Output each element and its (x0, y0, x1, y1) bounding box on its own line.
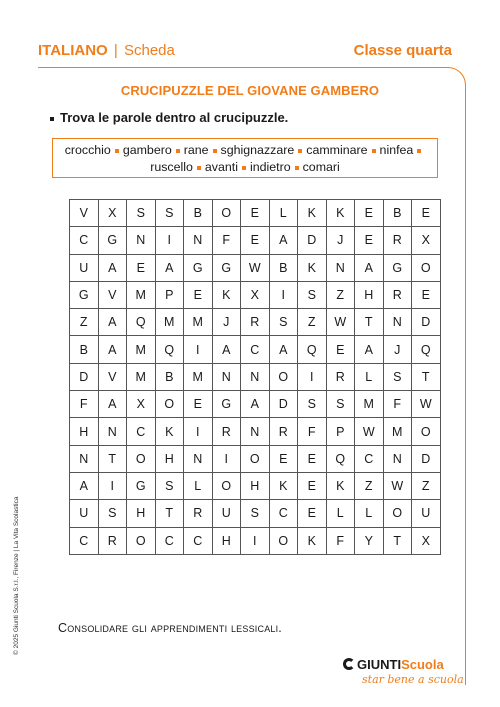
grid-cell[interactable]: O (155, 391, 184, 418)
grid-cell[interactable]: W (241, 254, 270, 281)
bullet-icon (50, 117, 54, 121)
grid-cell[interactable]: H (70, 418, 99, 445)
grid-cell[interactable]: H (241, 472, 270, 499)
separator-dot-icon (213, 149, 217, 153)
grid-cell[interactable]: D (298, 227, 327, 254)
separator-dot-icon (417, 149, 421, 153)
grid-cell[interactable]: N (383, 445, 412, 472)
grid-cell[interactable]: G (383, 254, 412, 281)
grid-row (70, 527, 441, 554)
grid-cell[interactable]: B (184, 200, 213, 227)
grid-cell[interactable]: F (70, 391, 99, 418)
grid-cell[interactable]: M (155, 309, 184, 336)
grid-cell[interactable]: N (70, 445, 99, 472)
grid-cell[interactable]: O (241, 445, 270, 472)
grid-cell[interactable]: E (412, 200, 441, 227)
grid-cell[interactable]: B (70, 336, 99, 363)
word-item: ruscello (150, 160, 193, 174)
grid-cell[interactable]: M (355, 391, 384, 418)
grid-cell[interactable]: R (269, 418, 298, 445)
grid-cell[interactable]: Z (355, 472, 384, 499)
grid-cell[interactable]: T (383, 527, 412, 554)
grid-cell[interactable]: S (241, 500, 270, 527)
grid-cell[interactable]: A (98, 309, 127, 336)
grid-row (70, 281, 441, 308)
grid-cell[interactable]: X (412, 527, 441, 554)
grid-cell[interactable]: E (127, 254, 156, 281)
grid-cell[interactable]: S (298, 281, 327, 308)
grid-row (70, 363, 441, 390)
grid-cell[interactable]: M (127, 336, 156, 363)
brand-main: GIUNTI (357, 657, 402, 672)
word-item: camminare (306, 143, 368, 157)
separator-dot-icon (295, 166, 299, 170)
giunti-logo-icon (343, 658, 355, 670)
grid-cell[interactable]: T (155, 500, 184, 527)
grid-cell[interactable]: I (269, 281, 298, 308)
grid-cell[interactable]: B (269, 254, 298, 281)
grid-cell[interactable]: E (241, 227, 270, 254)
grid-cell[interactable]: E (184, 391, 213, 418)
grid-cell[interactable]: E (355, 200, 384, 227)
grid-cell[interactable]: P (155, 281, 184, 308)
grid-cell[interactable]: R (241, 309, 270, 336)
word-item: indietro (249, 160, 291, 174)
grid-cell[interactable]: Q (412, 336, 441, 363)
grid-cell[interactable]: N (212, 363, 241, 390)
grid-cell[interactable]: Z (412, 472, 441, 499)
grid-cell[interactable]: R (98, 527, 127, 554)
grid-row (70, 391, 441, 418)
tagline: star bene a scuola (362, 673, 464, 686)
grid-cell[interactable]: I (98, 472, 127, 499)
grid-cell[interactable]: E (355, 227, 384, 254)
grid-cell[interactable]: O (212, 472, 241, 499)
grid-cell[interactable]: G (70, 281, 99, 308)
grid-cell[interactable]: A (269, 336, 298, 363)
grid-cell[interactable]: S (269, 309, 298, 336)
grid-cell[interactable]: M (127, 281, 156, 308)
grid-cell[interactable]: N (241, 418, 270, 445)
grid-cell[interactable]: B (383, 200, 412, 227)
grid-cell[interactable]: M (127, 363, 156, 390)
grid-cell[interactable]: M (184, 363, 213, 390)
grid-cell[interactable]: I (298, 363, 327, 390)
grid-cell[interactable]: J (383, 336, 412, 363)
grid-cell[interactable]: U (70, 254, 99, 281)
separator-dot-icon (242, 166, 246, 170)
grid-cell[interactable]: S (127, 200, 156, 227)
grid-cell[interactable]: K (212, 281, 241, 308)
grid-cell[interactable]: F (212, 227, 241, 254)
grid-cell[interactable]: W (326, 309, 355, 336)
grid-row (70, 227, 441, 254)
grid-cell[interactable]: V (70, 200, 99, 227)
separator-dot-icon (298, 149, 302, 153)
grid-cell[interactable]: N (383, 309, 412, 336)
grid-cell[interactable]: J (326, 227, 355, 254)
grid-cell[interactable]: P (326, 418, 355, 445)
grid-cell[interactable]: A (241, 391, 270, 418)
grid-cell[interactable]: N (184, 227, 213, 254)
grid-cell[interactable]: C (269, 500, 298, 527)
page-title: CRUCIPUZZLE DEL GIOVANE GAMBERO (120, 83, 380, 98)
grid-cell[interactable]: N (326, 254, 355, 281)
grid-cell[interactable]: A (98, 254, 127, 281)
grid-cell[interactable]: W (355, 418, 384, 445)
grid-cell[interactable]: F (326, 527, 355, 554)
grid-cell[interactable]: O (127, 527, 156, 554)
grid-cell[interactable]: D (70, 363, 99, 390)
grid-cell[interactable]: S (155, 200, 184, 227)
separator-dot-icon (372, 149, 376, 153)
grid-row (70, 445, 441, 472)
publisher-logo (343, 657, 464, 686)
grid-cell[interactable]: S (326, 391, 355, 418)
grid-cell[interactable]: Z (298, 309, 327, 336)
grid-cell[interactable]: V (98, 363, 127, 390)
grid-cell[interactable]: O (412, 418, 441, 445)
grid-cell[interactable]: C (70, 227, 99, 254)
grid-cell[interactable]: K (269, 472, 298, 499)
word-item: gambero (122, 143, 172, 157)
grid-cell[interactable]: R (326, 363, 355, 390)
grid-cell[interactable]: H (127, 500, 156, 527)
grid-cell[interactable]: K (298, 527, 327, 554)
grid-cell[interactable]: R (184, 500, 213, 527)
grid-cell[interactable]: L (269, 200, 298, 227)
grid-cell[interactable]: A (212, 336, 241, 363)
grid-cell[interactable]: L (326, 500, 355, 527)
word-item: rane (183, 143, 209, 157)
grid-row (70, 336, 441, 363)
grid-cell[interactable]: Q (155, 336, 184, 363)
copyright: © 2025 Giunti Scuola S.r.l., Firenze | La Vita Scolastica (13, 496, 20, 655)
grid-cell[interactable]: C (155, 527, 184, 554)
grid-cell[interactable]: O (127, 445, 156, 472)
grid-cell[interactable]: S (298, 391, 327, 418)
grid-cell[interactable]: I (184, 336, 213, 363)
grid-cell[interactable]: Z (70, 309, 99, 336)
grid-cell[interactable]: K (155, 418, 184, 445)
grid-cell[interactable]: C (355, 445, 384, 472)
grid-cell[interactable]: X (241, 281, 270, 308)
grid-cell[interactable]: N (98, 418, 127, 445)
grid-cell[interactable]: A (98, 391, 127, 418)
grid-cell[interactable]: F (383, 391, 412, 418)
grid-cell[interactable]: S (383, 363, 412, 390)
grid-cell[interactable]: E (241, 200, 270, 227)
grid-cell[interactable]: K (298, 200, 327, 227)
grid-cell[interactable]: L (355, 500, 384, 527)
word-search-grid (69, 199, 441, 555)
brand-accent: Scuola (401, 657, 444, 672)
grid-row (70, 200, 441, 227)
grid-cell[interactable]: B (155, 363, 184, 390)
grid-cell[interactable]: S (98, 500, 127, 527)
grid-cell[interactable]: I (184, 418, 213, 445)
grid-cell[interactable]: K (326, 200, 355, 227)
grid-cell[interactable]: O (412, 254, 441, 281)
word-item: crocchio (64, 143, 111, 157)
grid-cell[interactable]: X (412, 227, 441, 254)
subject-label: ITALIANO (38, 42, 108, 59)
grid-cell[interactable]: O (383, 500, 412, 527)
grid-cell[interactable]: H (155, 445, 184, 472)
grid-cell[interactable]: T (412, 363, 441, 390)
grid-cell[interactable]: A (355, 336, 384, 363)
grid-cell[interactable]: F (298, 418, 327, 445)
grid-cell[interactable]: A (269, 227, 298, 254)
grid-cell[interactable]: R (212, 418, 241, 445)
grid-row (70, 418, 441, 445)
grid-cell[interactable]: X (98, 200, 127, 227)
grid-cell[interactable]: E (269, 445, 298, 472)
grid-row (70, 500, 441, 527)
header-subject (38, 42, 175, 59)
grid-cell[interactable]: G (184, 254, 213, 281)
grid-cell[interactable]: H (212, 527, 241, 554)
grid-cell[interactable]: Z (326, 281, 355, 308)
grid-cell[interactable]: I (241, 527, 270, 554)
grid-cell[interactable]: E (412, 281, 441, 308)
grade-label: Classe quarta (353, 42, 452, 59)
separator-dot-icon (176, 149, 180, 153)
grid-row (70, 472, 441, 499)
grid-cell[interactable]: A (70, 472, 99, 499)
grid-cell[interactable]: R (383, 227, 412, 254)
grid-cell[interactable]: A (155, 254, 184, 281)
grid-cell[interactable]: U (412, 500, 441, 527)
instruction (50, 110, 288, 125)
grid-cell[interactable]: C (184, 527, 213, 554)
grid-cell[interactable]: C (241, 336, 270, 363)
grid-cell[interactable]: A (355, 254, 384, 281)
grid-cell[interactable]: J (212, 309, 241, 336)
grid-cell[interactable]: D (412, 445, 441, 472)
grid-cell[interactable]: L (184, 472, 213, 499)
grid-cell[interactable]: Q (326, 445, 355, 472)
grid-cell[interactable]: E (326, 336, 355, 363)
grid-cell[interactable]: X (127, 391, 156, 418)
grid-cell[interactable]: G (212, 254, 241, 281)
grid-cell[interactable]: W (383, 472, 412, 499)
grid-cell[interactable]: G (212, 391, 241, 418)
grid-cell[interactable]: I (212, 445, 241, 472)
grid-cell[interactable]: M (383, 418, 412, 445)
grid-cell[interactable]: G (98, 227, 127, 254)
grid-cell[interactable]: I (155, 227, 184, 254)
grid-cell[interactable]: E (298, 472, 327, 499)
grid-cell[interactable]: O (269, 363, 298, 390)
grid-cell[interactable]: V (98, 281, 127, 308)
grid-cell[interactable]: N (241, 363, 270, 390)
footer-note-text: Consolidare gli apprendimenti lessicali. (58, 621, 282, 635)
grid-cell[interactable]: R (383, 281, 412, 308)
separator-dot-icon (197, 166, 201, 170)
grid-cell[interactable]: L (355, 363, 384, 390)
grid-cell[interactable]: H (355, 281, 384, 308)
footer-note (58, 621, 282, 635)
word-item: avanti (204, 160, 238, 174)
worksheet-type: Scheda (123, 42, 175, 59)
grid-cell[interactable]: E (184, 281, 213, 308)
word-item: comari (302, 160, 340, 174)
grid-cell[interactable]: Q (127, 309, 156, 336)
grid-cell[interactable]: Q (298, 336, 327, 363)
grid-cell[interactable]: A (98, 336, 127, 363)
grid-cell[interactable]: G (127, 472, 156, 499)
word-item: ninfea (379, 143, 414, 157)
grid-cell[interactable]: T (98, 445, 127, 472)
grid-row (70, 254, 441, 281)
grid-cell[interactable]: D (412, 309, 441, 336)
grid-cell[interactable]: M (184, 309, 213, 336)
grid-cell[interactable]: S (155, 472, 184, 499)
grid-cell[interactable]: E (298, 445, 327, 472)
grid-cell[interactable]: K (298, 254, 327, 281)
grid-cell[interactable]: Y (355, 527, 384, 554)
grid-cell[interactable]: N (127, 227, 156, 254)
grid-row (70, 309, 441, 336)
grid-cell[interactable]: T (355, 309, 384, 336)
instruction-text: Trova le parole dentro al crucipuzzle. (60, 110, 289, 125)
grid-cell[interactable]: D (269, 391, 298, 418)
grid-cell[interactable]: W (412, 391, 441, 418)
grid-cell[interactable]: O (212, 200, 241, 227)
grid-cell[interactable]: U (212, 500, 241, 527)
grid-cell[interactable]: N (184, 445, 213, 472)
grid-cell[interactable]: C (127, 418, 156, 445)
grid-cell[interactable]: U (70, 500, 99, 527)
word-list (52, 138, 438, 178)
separator-dot-icon (115, 149, 119, 153)
header-separator: | (113, 42, 118, 59)
grid-cell[interactable]: K (326, 472, 355, 499)
grid-cell[interactable]: C (70, 527, 99, 554)
word-item: sghignazzare (220, 143, 295, 157)
grid-cell[interactable]: E (298, 500, 327, 527)
grid-cell[interactable]: O (269, 527, 298, 554)
